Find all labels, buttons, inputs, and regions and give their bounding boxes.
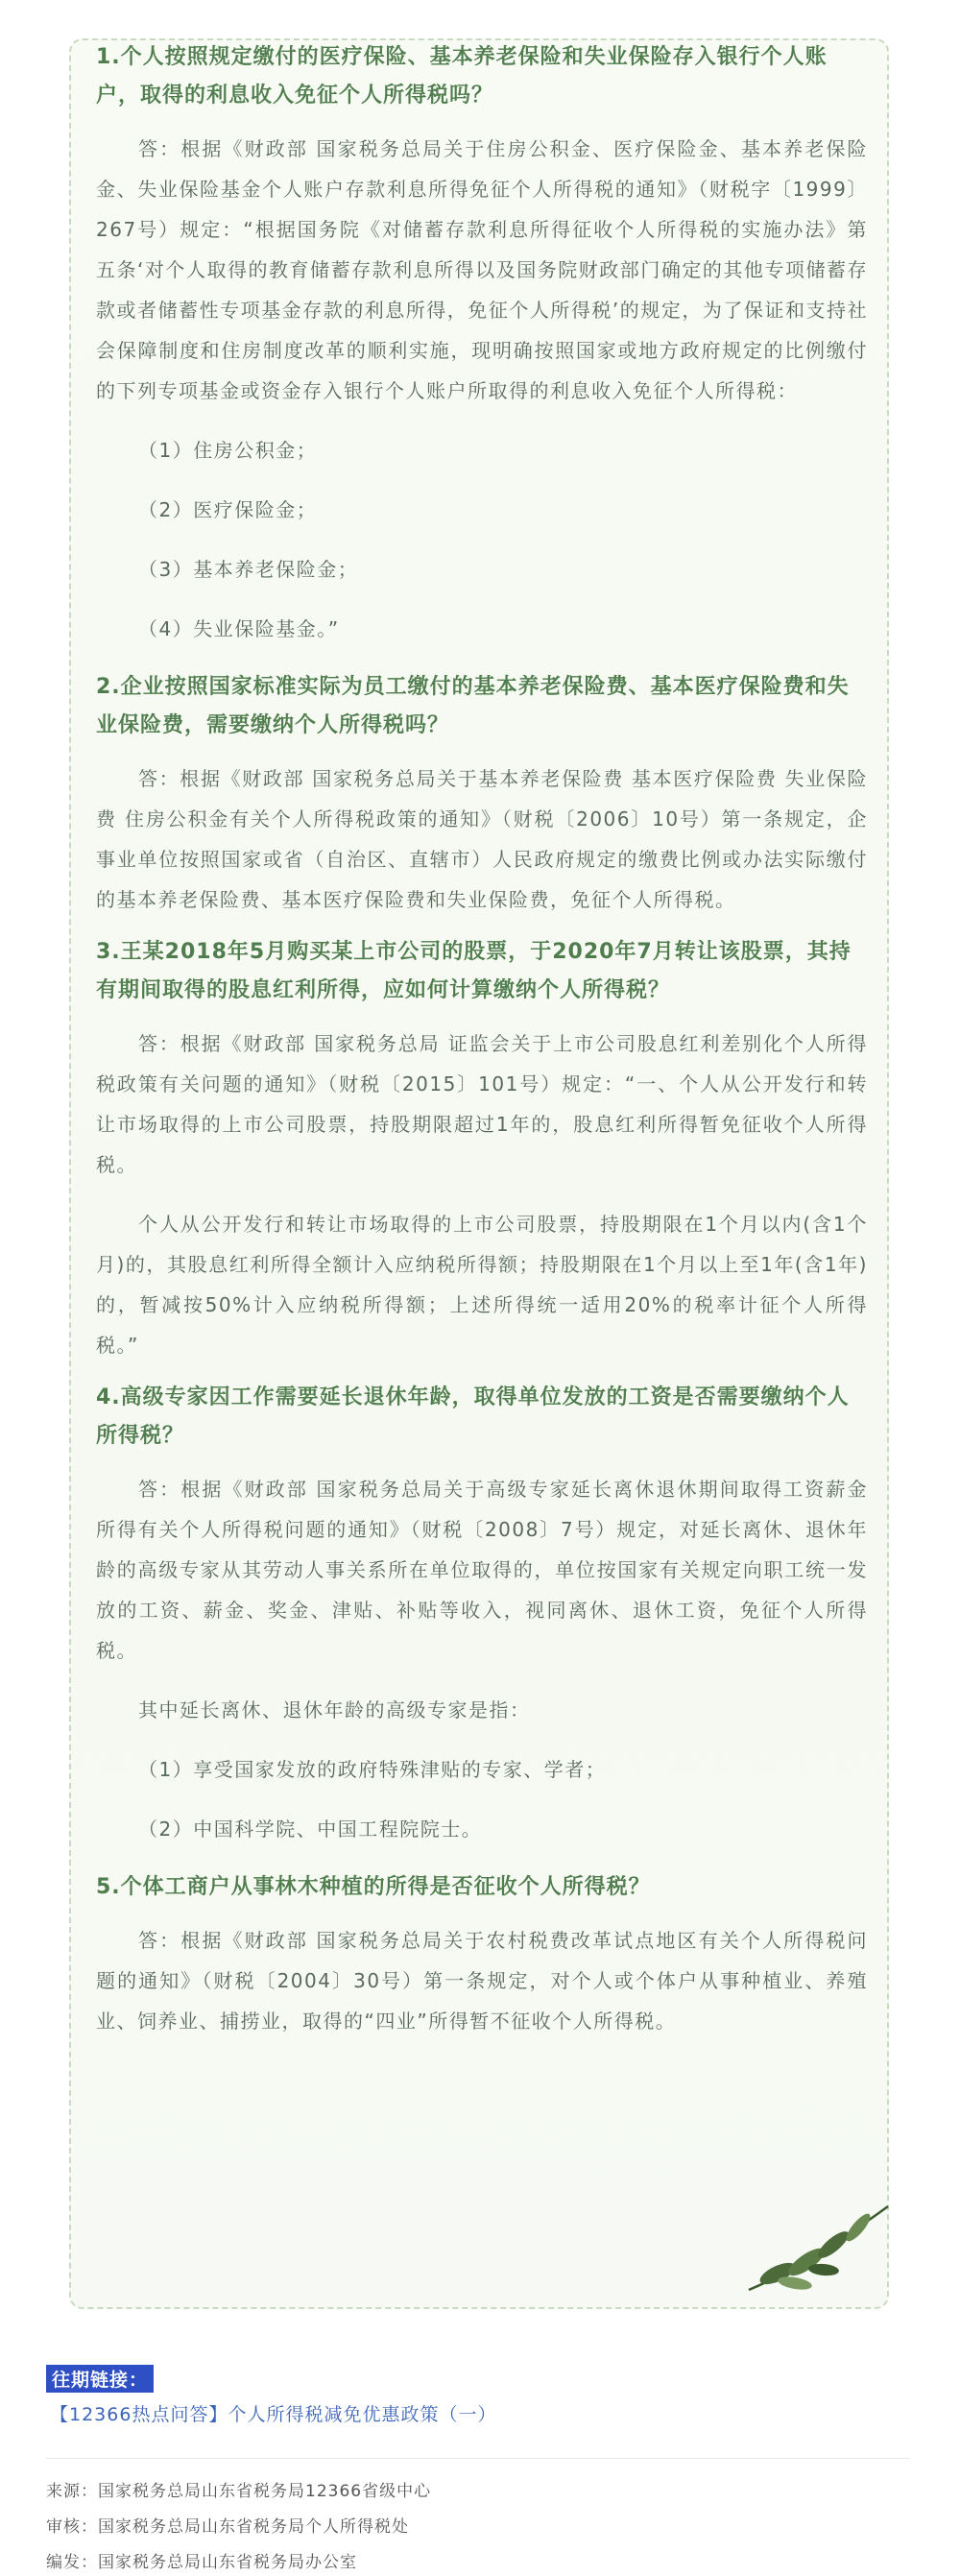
- article-content: [96, 38, 868, 2041]
- answer-1-item: （2）医疗保险金；: [138, 498, 318, 521]
- answer-5: 答：根据《财政部 国家税务总局关于农村税费改革试点地区有关个人所得税问题的通知》（财税〔2004〕30号）第一条规定，对个人或个体户从事种植业、养殖业、饲养业、捕捞业，取得的“四业”所得暂不征收个人所得税。: [96, 1929, 868, 2033]
- past-links-label: 往期链接：: [46, 2365, 154, 2393]
- question-2: 2.企业按照国家标准实际为员工缴付的基本养老保险费、基本医疗保险费和失业保险费，需要缴纳个人所得税吗？: [96, 675, 850, 737]
- question-1: 1.个人按照规定缴付的医疗保险、基本养老保险和失业保险存入银行个人账户，取得的利息收入免征个人所得税吗？: [96, 45, 828, 108]
- source-text: 来源：国家税务总局山东省税务局12366省级中心: [46, 2482, 432, 2501]
- question-3: 3.王某2018年5月购买某上市公司的股票，于2020年7月转让该股票，其持有期间取得的股息红利所得，应如何计算缴纳个人所得税？: [96, 940, 852, 1002]
- question-4: 4.高级专家因工作需要延长退休年龄，取得单位发放的工资是否需要缴纳个人所得税？: [96, 1385, 850, 1448]
- answer-1-item: （3）基本养老保险金；: [138, 558, 359, 581]
- past-article-link[interactable]: 【12366热点问答】个人所得税减免优惠政策（一）: [50, 2404, 497, 2425]
- answer-1-item: （4）失业保险基金。”: [138, 617, 340, 640]
- answer-3: 答：根据《财政部 国家税务总局 证监会关于上市公司股息红利差别化个人所得税政策有关问题的通知》（财税〔2015〕101号）规定：“一、个人从公开发行和转让市场取得的上市公司股票，持股期限超过1年的，股息红利所得暂免征收个人所得税。: [96, 1032, 868, 1176]
- answer-4: 答：根据《财政部 国家税务总局关于高级专家延长离休退休期间取得工资薪金所得有关个人所得税问题的通知》（财税〔2008〕7号）规定，对延长离休、退休年龄的高级专家从其劳动人事关系所在单位取得的，单位按国家有关规定向职工统一发放的工资、薪金、奖金、津贴、补贴等收入，视同离休、退休工资，免征个人所得税。: [96, 1478, 868, 1662]
- answer-4-continued: 其中延长离休、退休年龄的高级专家是指：: [138, 1698, 531, 1721]
- footer-divider: [46, 2458, 910, 2459]
- review-text: 审核：国家税务总局山东省税务局个人所得税处: [46, 2517, 409, 2537]
- leaf-branch-icon: [739, 2199, 893, 2304]
- question-5: 5.个体工商户从事林木种植的所得是否征收个人所得税？: [96, 1875, 651, 1899]
- answer-3-continued: 个人从公开发行和转让市场取得的上市公司股票，持股期限在1个月以内(含1个月)的，其股息红利所得全额计入应纳税所得额；持股期限在1个月以上至1年(含1年)的，暂减按50%计入应纳税所得额；上述所得统一适用20%的税率计征个人所得税。”: [96, 1213, 868, 1357]
- answer-1-item: （1）住房公积金；: [138, 439, 318, 462]
- answer-4-item: （2）中国科学院、中国工程院院士。: [138, 1818, 483, 1841]
- editor-text: 编发：国家税务总局山东省税务局办公室: [46, 2553, 357, 2572]
- answer-1: 答：根据《财政部 国家税务总局关于住房公积金、医疗保险金、基本养老保险金、失业保险基金个人账户存款利息所得免征个人所得税的通知》（财税字〔1999〕267号）规定：“根据国务院《对储蓄存款利息所得征收个人所得税的实施办法》第五条‘对个人取得的教育储蓄存款利息所得以及国务院财政部门确定的其他专项储蓄存款或者储蓄性专项基金存款的利息所得，免征个人所得税’的规定，为了保证和支持社会保障制度和住房制度改革的顺利实施，现明确按照国家或地方政府规定的比例缴付的下列专项基金或资金存入银行个人账户所取得的利息收入免征个人所得税：: [96, 137, 868, 402]
- answer-2: 答：根据《财政部 国家税务总局关于基本养老保险费 基本医疗保险费 失业保险费 住房公积金有关个人所得税政策的通知》（财税〔2006〕10号）第一条规定，企事业单位按照国家或省（自治区、直辖市）人民政府规定的缴费比例或办法实际缴付的基本养老保险费、基本医疗保险费和失业保险费，免征个人所得税。: [96, 767, 868, 911]
- answer-4-item: （1）享受国家发放的政府特殊津贴的专家、学者；: [138, 1758, 607, 1781]
